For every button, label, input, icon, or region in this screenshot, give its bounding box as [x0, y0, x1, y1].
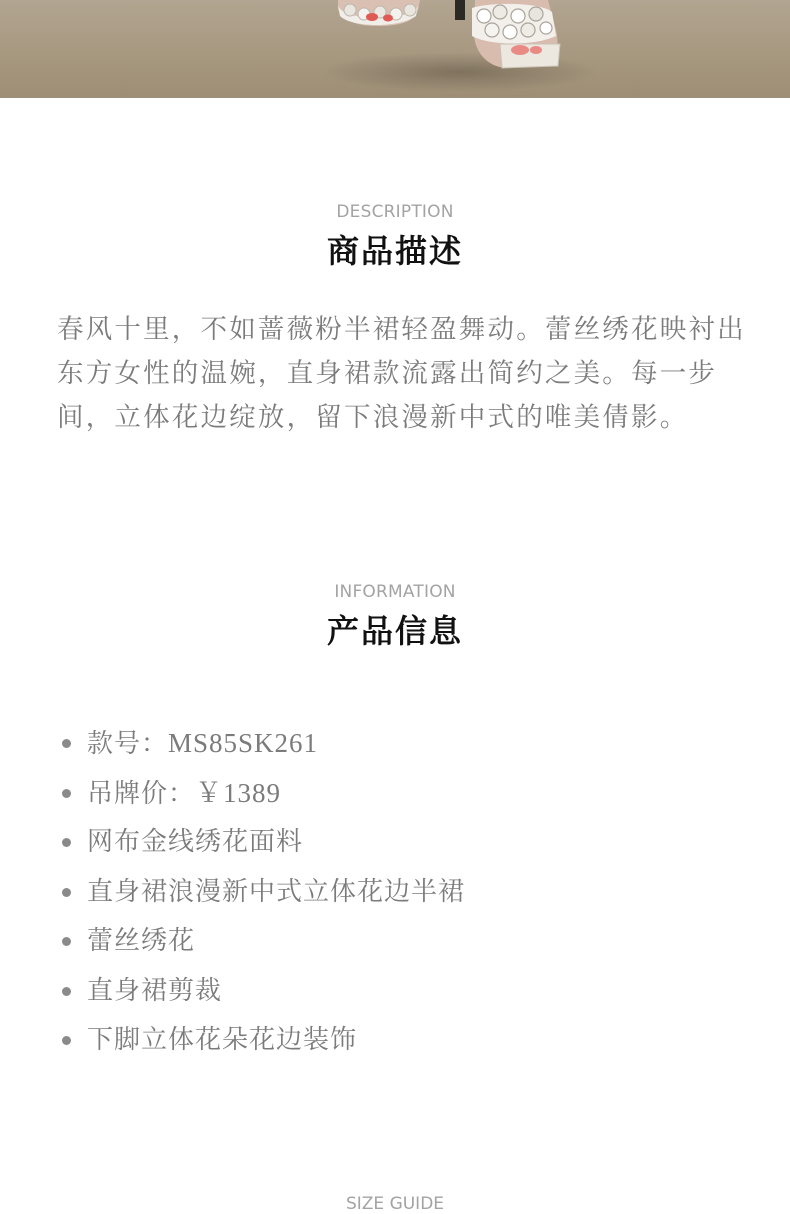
item-label: 直身裙浪漫新中式立体花边半裙: [87, 876, 466, 907]
list-item-tag-price: [60, 770, 760, 820]
bullet-icon: [62, 937, 71, 946]
item-label: 直身裙剪裁: [87, 975, 223, 1006]
list-item: [60, 918, 760, 968]
left-sandal: [338, 0, 420, 26]
information-heading-cn: 产品信息: [326, 612, 463, 650]
list-item: [60, 1017, 760, 1067]
list-item-style-number: [60, 720, 760, 770]
hero-product-photo: [0, 0, 790, 98]
information-heading-en: INFORMATION: [334, 582, 456, 602]
right-sandal: [472, 0, 560, 68]
description-text: 春风十里，不如蔷薇粉半裙轻盈舞动。蕾丝绣花映衬出东方女性的温婉，直身裙款流露出简约之美。每一步间，立体花边绽放，留下浪漫新中式的唯美倩影。: [57, 314, 746, 433]
item-label: 下脚立体花朵花边装饰: [87, 1025, 358, 1055]
list-item: [60, 819, 760, 869]
bullet-icon: [62, 888, 71, 897]
bullet-icon: [62, 789, 71, 798]
item-value: ￥1389: [195, 777, 282, 808]
sandals-illustration: [0, 0, 790, 98]
item-label: 款号：: [87, 729, 169, 759]
bullet-icon: [62, 739, 71, 748]
description-heading-en: DESCRIPTION: [336, 202, 454, 222]
item-label: 吊牌价：: [87, 778, 196, 809]
list-item: [60, 968, 760, 1018]
item-label: 网布金线绣花面料: [87, 827, 304, 857]
list-item: [60, 869, 760, 919]
item-label: 蕾丝绣花: [87, 926, 196, 956]
bullet-icon: [62, 987, 71, 996]
bullet-icon: [62, 838, 71, 847]
item-value: MS85SK261: [168, 728, 319, 758]
bullet-icon: [62, 1036, 71, 1045]
size-guide-heading-en: SIZE GUIDE: [345, 1194, 445, 1214]
product-info-list: [60, 720, 760, 1067]
description-heading-cn: 商品描述: [326, 232, 463, 270]
